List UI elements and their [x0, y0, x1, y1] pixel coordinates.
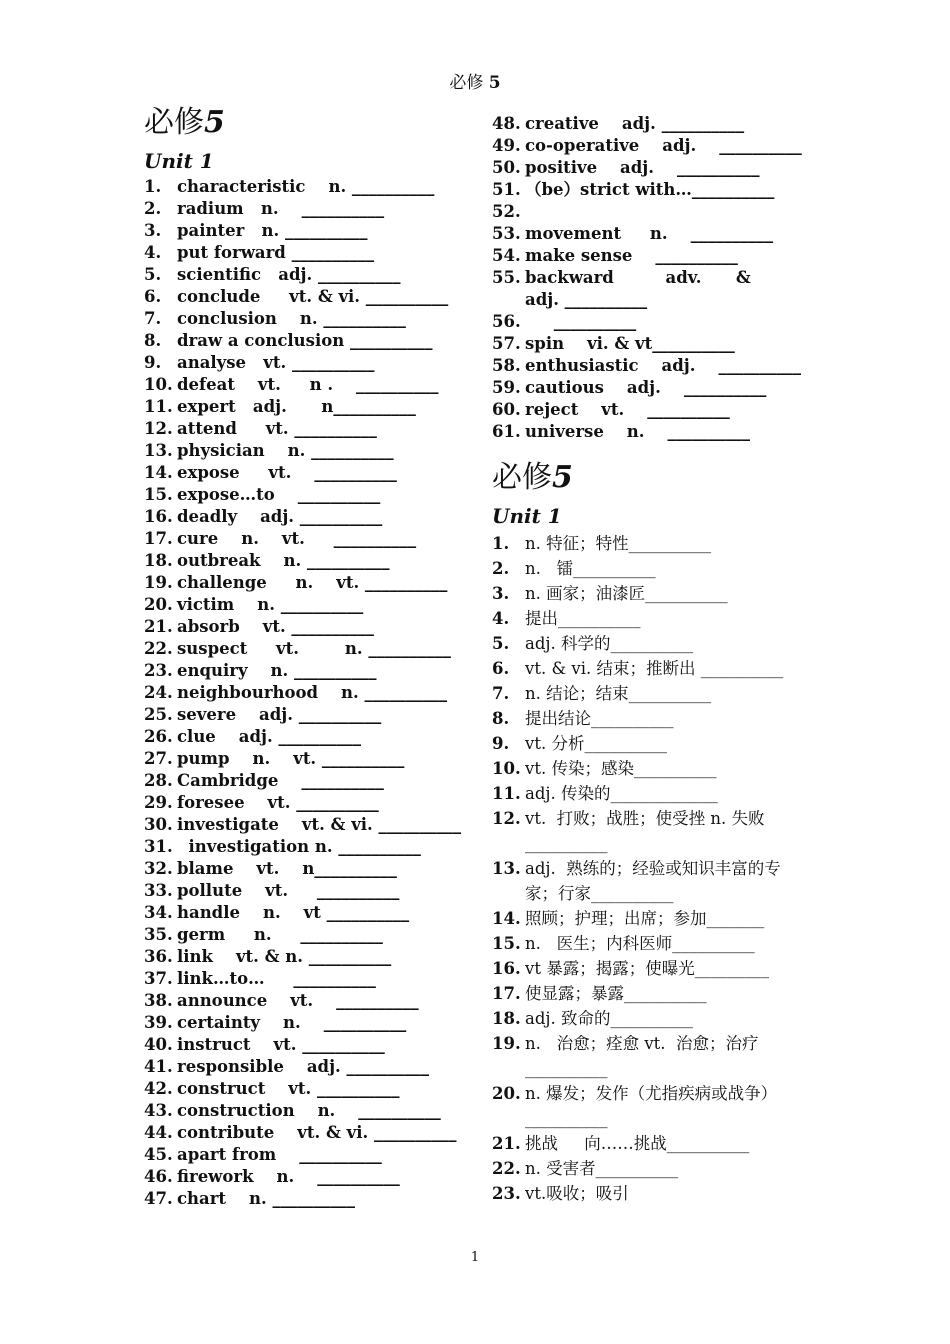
item-text: 提出__________	[525, 609, 641, 628]
item-number: 38.	[144, 991, 173, 1010]
item-number: 10.	[492, 759, 521, 778]
item-number: 26.	[144, 727, 173, 746]
item-number: 2.	[492, 559, 510, 578]
section-title	[144, 100, 464, 146]
item-number: 29.	[144, 793, 173, 812]
item-number: 19.	[492, 1034, 521, 1053]
item-text: construction n. __________	[177, 1101, 441, 1120]
list-item	[492, 245, 810, 267]
list-item	[492, 756, 810, 781]
item-number: 41.	[144, 1057, 173, 1076]
list-item	[144, 220, 464, 242]
item-number: 54.	[492, 246, 521, 265]
list-item	[492, 956, 810, 981]
list-item	[492, 606, 810, 631]
item-text: germ n. __________	[177, 925, 383, 944]
item-text: expose vt. __________	[177, 463, 397, 482]
list-item	[144, 880, 464, 902]
item-number: 51.	[492, 180, 521, 199]
list-item	[144, 550, 464, 572]
page-number: 1	[470, 1250, 480, 1265]
section-title-2-text: 必修	[492, 460, 552, 495]
item-text: 提出结论__________	[525, 709, 674, 728]
item-text: expert adj. n__________	[177, 397, 416, 416]
list-item	[144, 264, 464, 286]
item-text: n. 特征；特性__________	[525, 534, 712, 553]
list-item	[144, 1166, 464, 1188]
item-text: apart from __________	[177, 1145, 382, 1164]
item-text: adj. 科学的__________	[525, 634, 694, 653]
item-number: 15.	[144, 485, 173, 504]
list-item	[144, 374, 464, 396]
item-number: 6.	[492, 659, 510, 678]
list-item	[492, 856, 810, 906]
list-item	[144, 528, 464, 550]
item-text: conclude vt. & vi. __________	[177, 287, 449, 306]
item-text: 照顾；护理；出席；参加_______	[525, 909, 765, 928]
item-text: vt. 传染；感染__________	[525, 759, 717, 778]
item-text: outbreak n. __________	[177, 551, 390, 570]
item-number: 50.	[492, 158, 521, 177]
list-item	[144, 660, 464, 682]
list-item	[492, 377, 810, 399]
item-number: 59.	[492, 378, 521, 397]
item-text: handle n. vt __________	[177, 903, 410, 922]
item-text: __________	[525, 312, 637, 331]
item-text: victim n. __________	[177, 595, 364, 614]
item-text: analyse vt. __________	[177, 353, 375, 372]
item-number: 32.	[144, 859, 173, 878]
item-text: n. 结论；结束__________	[525, 684, 712, 703]
item-number: 6.	[144, 287, 162, 306]
item-number: 12.	[144, 419, 173, 438]
item-text: movement n. __________	[525, 224, 774, 243]
list-item	[492, 1131, 810, 1156]
item-text: enquiry n. __________	[177, 661, 377, 680]
item-text: scientific adj. __________	[177, 265, 401, 284]
item-number: 43.	[144, 1101, 173, 1120]
list-item	[144, 946, 464, 968]
item-text: 使显露；暴露__________	[525, 984, 707, 1003]
item-text: n. 镭__________	[525, 559, 656, 578]
item-text: n. 医生；内科医师__________	[525, 934, 755, 953]
item-number: 61.	[492, 422, 521, 441]
item-text: enthusiastic adj. __________	[525, 356, 801, 375]
item-number: 48.	[492, 114, 521, 133]
list-item	[144, 462, 464, 484]
list-item	[492, 201, 810, 223]
item-text: link…to… __________	[177, 969, 376, 988]
item-text: blame vt. n__________	[177, 859, 397, 878]
item-number: 30.	[144, 815, 173, 834]
list-item	[144, 440, 464, 462]
section-title-text: 必修	[144, 105, 204, 140]
list-item	[492, 1181, 810, 1206]
list-item	[492, 399, 810, 421]
item-text: vt.吸收；吸引	[525, 1184, 629, 1203]
item-text: n. 爆发；发作（尤指疾病或战争） __________	[525, 1084, 788, 1128]
list-item	[144, 814, 464, 836]
item-text: pollute vt. __________	[177, 881, 400, 900]
item-number: 40.	[144, 1035, 173, 1054]
item-text: co-operative adj. __________	[525, 136, 802, 155]
item-number: 56.	[492, 312, 521, 331]
list-item	[144, 792, 464, 814]
list-item	[144, 1144, 464, 1166]
list-item	[492, 113, 810, 135]
list-item	[492, 333, 810, 355]
item-text: adj. 传染的_____________	[525, 784, 718, 803]
list-item	[144, 396, 464, 418]
list-item	[144, 770, 464, 792]
item-number: 13.	[144, 441, 173, 460]
item-text: chart n. __________	[177, 1189, 356, 1208]
item-number: 28.	[144, 771, 173, 790]
list-item	[492, 681, 810, 706]
item-number: 8.	[144, 331, 162, 350]
item-number: 22.	[144, 639, 173, 658]
item-number: 9.	[492, 734, 510, 753]
item-text: universe n. __________	[525, 422, 751, 441]
item-text: characteristic n. __________	[177, 177, 435, 196]
item-text: certainty n. __________	[177, 1013, 407, 1032]
list-item	[144, 1078, 464, 1100]
list-item	[144, 352, 464, 374]
item-text: radium n. __________	[177, 199, 385, 218]
item-text: adj. 致命的__________	[525, 1009, 694, 1028]
item-number: 23.	[144, 661, 173, 680]
item-text: instruct vt. __________	[177, 1035, 385, 1054]
item-text: painter n. __________	[177, 221, 368, 240]
item-number: 18.	[144, 551, 173, 570]
list-item	[144, 990, 464, 1012]
item-number: 7.	[492, 684, 510, 703]
item-text: backward adv. & adj. __________	[525, 268, 786, 309]
item-number: 35.	[144, 925, 173, 944]
item-number: 19.	[144, 573, 173, 592]
item-number: 18.	[492, 1009, 521, 1028]
list-item	[144, 1122, 464, 1144]
vocab-list-english-continued	[492, 113, 810, 443]
item-text: pump n. vt. __________	[177, 749, 405, 768]
item-number: 42.	[144, 1079, 173, 1098]
item-text: investigate vt. & vi. __________	[177, 815, 462, 834]
list-item	[492, 781, 810, 806]
list-item	[492, 906, 810, 931]
item-text: put forward __________	[177, 243, 375, 262]
unit-heading-2: Unit 1	[492, 504, 562, 528]
item-number: 39.	[144, 1013, 173, 1032]
item-number: 44.	[144, 1123, 173, 1142]
item-number: 10.	[144, 375, 173, 394]
item-text: draw a conclusion __________	[177, 331, 433, 350]
list-item	[492, 806, 810, 856]
list-item	[492, 1031, 810, 1081]
item-text: n. 治愈；痊愈 vt. 治愈；治疗 __________	[525, 1034, 764, 1078]
section-title-2	[492, 455, 810, 501]
list-item	[144, 858, 464, 880]
item-number: 1.	[492, 534, 510, 553]
item-text: reject vt. __________	[525, 400, 730, 419]
item-number: 20.	[492, 1084, 521, 1103]
item-number: 57.	[492, 334, 521, 353]
item-text: attend vt. __________	[177, 419, 377, 438]
item-number: 9.	[144, 353, 162, 372]
list-item	[144, 902, 464, 924]
list-item	[492, 267, 810, 311]
item-number: 4.	[144, 243, 162, 262]
unit-heading: Unit 1	[144, 149, 214, 173]
list-item	[144, 418, 464, 440]
item-text: vt 暴露；揭露；使曝光_________	[525, 959, 769, 978]
item-number: 21.	[492, 1134, 521, 1153]
header-number: 5	[488, 73, 501, 93]
list-item	[144, 572, 464, 594]
item-number: 60.	[492, 400, 521, 419]
item-text: vt. 分析__________	[525, 734, 667, 753]
list-item	[492, 706, 810, 731]
item-number: 45.	[144, 1145, 173, 1164]
item-number: 53.	[492, 224, 521, 243]
item-number: 21.	[144, 617, 173, 636]
item-number: 11.	[144, 397, 173, 416]
section-title-number: 5	[204, 105, 225, 140]
item-number: 1.	[144, 177, 162, 196]
section-title-2-number: 5	[552, 460, 573, 495]
list-item	[144, 968, 464, 990]
list-item	[492, 656, 810, 681]
list-item	[492, 731, 810, 756]
item-text: creative adj. __________	[525, 114, 745, 133]
item-text	[525, 201, 810, 223]
item-text: defeat vt. n . __________	[177, 375, 439, 394]
list-item	[144, 704, 464, 726]
header-prefix: 必修	[449, 73, 484, 93]
list-item	[144, 726, 464, 748]
item-number: 5.	[492, 634, 510, 653]
item-text: cure n. vt. __________	[177, 529, 417, 548]
list-item	[492, 981, 810, 1006]
item-number: 23.	[492, 1184, 521, 1203]
item-number: 22.	[492, 1159, 521, 1178]
item-text: foresee vt. __________	[177, 793, 379, 812]
list-item	[144, 594, 464, 616]
vocab-list-chinese	[492, 531, 810, 1206]
list-item	[492, 1006, 810, 1031]
list-item	[144, 1188, 464, 1210]
item-text: firework n. __________	[177, 1167, 400, 1186]
item-number: 33.	[144, 881, 173, 900]
item-number: 37.	[144, 969, 173, 988]
item-text: deadly adj. __________	[177, 507, 383, 526]
list-item	[144, 682, 464, 704]
item-number: 11.	[492, 784, 521, 803]
list-item	[492, 631, 810, 656]
item-text: announce vt. __________	[177, 991, 419, 1010]
list-item	[144, 198, 464, 220]
item-text: suspect vt. n. __________	[177, 639, 451, 658]
item-text: construct vt. __________	[177, 1079, 400, 1098]
item-text: （be）strict with…__________	[525, 180, 775, 199]
page-header	[0, 68, 950, 93]
item-text: cautious adj. __________	[525, 378, 767, 397]
item-text: contribute vt. & vi. __________	[177, 1123, 457, 1142]
item-number: 25.	[144, 705, 173, 724]
item-number: 31.	[144, 837, 173, 856]
item-number: 58.	[492, 356, 521, 375]
item-number: 24.	[144, 683, 173, 702]
item-number: 3.	[492, 584, 510, 603]
item-text: spin vi. & vt__________	[525, 334, 735, 353]
item-text: challenge n. vt. __________	[177, 573, 448, 592]
list-item	[492, 135, 810, 157]
item-text: conclusion n. __________	[177, 309, 406, 328]
list-item	[144, 924, 464, 946]
item-text: neighbourhood n. __________	[177, 683, 448, 702]
item-number: 47.	[144, 1189, 173, 1208]
list-item	[492, 581, 810, 606]
item-text: n. 画家；油漆匠__________	[525, 584, 728, 603]
item-number: 27.	[144, 749, 173, 768]
list-item	[144, 506, 464, 528]
item-text: make sense __________	[525, 246, 738, 265]
item-number: 8.	[492, 709, 510, 728]
item-number: 14.	[144, 463, 173, 482]
list-item	[492, 421, 810, 443]
item-text: severe adj. __________	[177, 705, 382, 724]
item-number: 15.	[492, 934, 521, 953]
list-item	[144, 638, 464, 660]
item-text: physician n. __________	[177, 441, 394, 460]
list-item	[144, 308, 464, 330]
item-number: 5.	[144, 265, 162, 284]
list-item	[144, 836, 464, 858]
list-item	[492, 1156, 810, 1181]
list-item	[144, 1012, 464, 1034]
item-text: expose…to __________	[177, 485, 381, 504]
item-number: 13.	[492, 859, 521, 878]
item-number: 2.	[144, 199, 162, 218]
list-item	[144, 286, 464, 308]
item-number: 49.	[492, 136, 521, 155]
item-number: 12.	[492, 809, 521, 828]
list-item	[492, 157, 810, 179]
list-item	[144, 748, 464, 770]
list-item	[492, 531, 810, 556]
list-item	[144, 1034, 464, 1056]
item-text: positive adj. __________	[525, 158, 760, 177]
item-number: 46.	[144, 1167, 173, 1186]
list-item	[492, 1081, 810, 1131]
list-item	[144, 616, 464, 638]
item-number: 17.	[492, 984, 521, 1003]
item-text: Cambridge __________	[177, 771, 384, 790]
item-text: investigation n. __________	[177, 837, 421, 856]
list-item	[144, 484, 464, 506]
item-number: 55.	[492, 268, 521, 287]
list-item	[144, 1056, 464, 1078]
item-number: 7.	[144, 309, 162, 328]
item-number: 3.	[144, 221, 162, 240]
list-item	[492, 311, 810, 333]
item-text: link vt. & n. __________	[177, 947, 392, 966]
item-number: 34.	[144, 903, 173, 922]
list-item	[492, 355, 810, 377]
item-number: 52.	[492, 202, 521, 221]
item-text: absorb vt. __________	[177, 617, 374, 636]
list-item	[492, 556, 810, 581]
item-number: 16.	[492, 959, 521, 978]
item-text: vt. & vi. 结束；推断出 __________	[525, 659, 784, 678]
list-item	[492, 179, 810, 201]
item-text: vt. 打败；战胜；使受挫 n. 失败__________	[525, 809, 765, 853]
list-item	[144, 330, 464, 352]
item-number: 16.	[144, 507, 173, 526]
vocab-list-english	[144, 176, 464, 1210]
item-number: 36.	[144, 947, 173, 966]
list-item	[144, 1100, 464, 1122]
list-item	[144, 176, 464, 198]
item-text: n. 受害者__________	[525, 1159, 679, 1178]
left-column	[144, 100, 464, 1210]
item-text: adj. 熟练的；经验或知识丰富的专家；行家__________	[525, 859, 781, 903]
item-text: responsible adj. __________	[177, 1057, 430, 1076]
list-item	[144, 242, 464, 264]
item-number: 4.	[492, 609, 510, 628]
item-number: 17.	[144, 529, 173, 548]
right-column	[492, 113, 810, 1206]
list-item	[492, 931, 810, 956]
list-item	[492, 223, 810, 245]
item-text: clue adj. __________	[177, 727, 361, 746]
item-number: 14.	[492, 909, 521, 928]
item-number: 20.	[144, 595, 173, 614]
item-text: 挑战 向……挑战__________	[525, 1134, 750, 1153]
